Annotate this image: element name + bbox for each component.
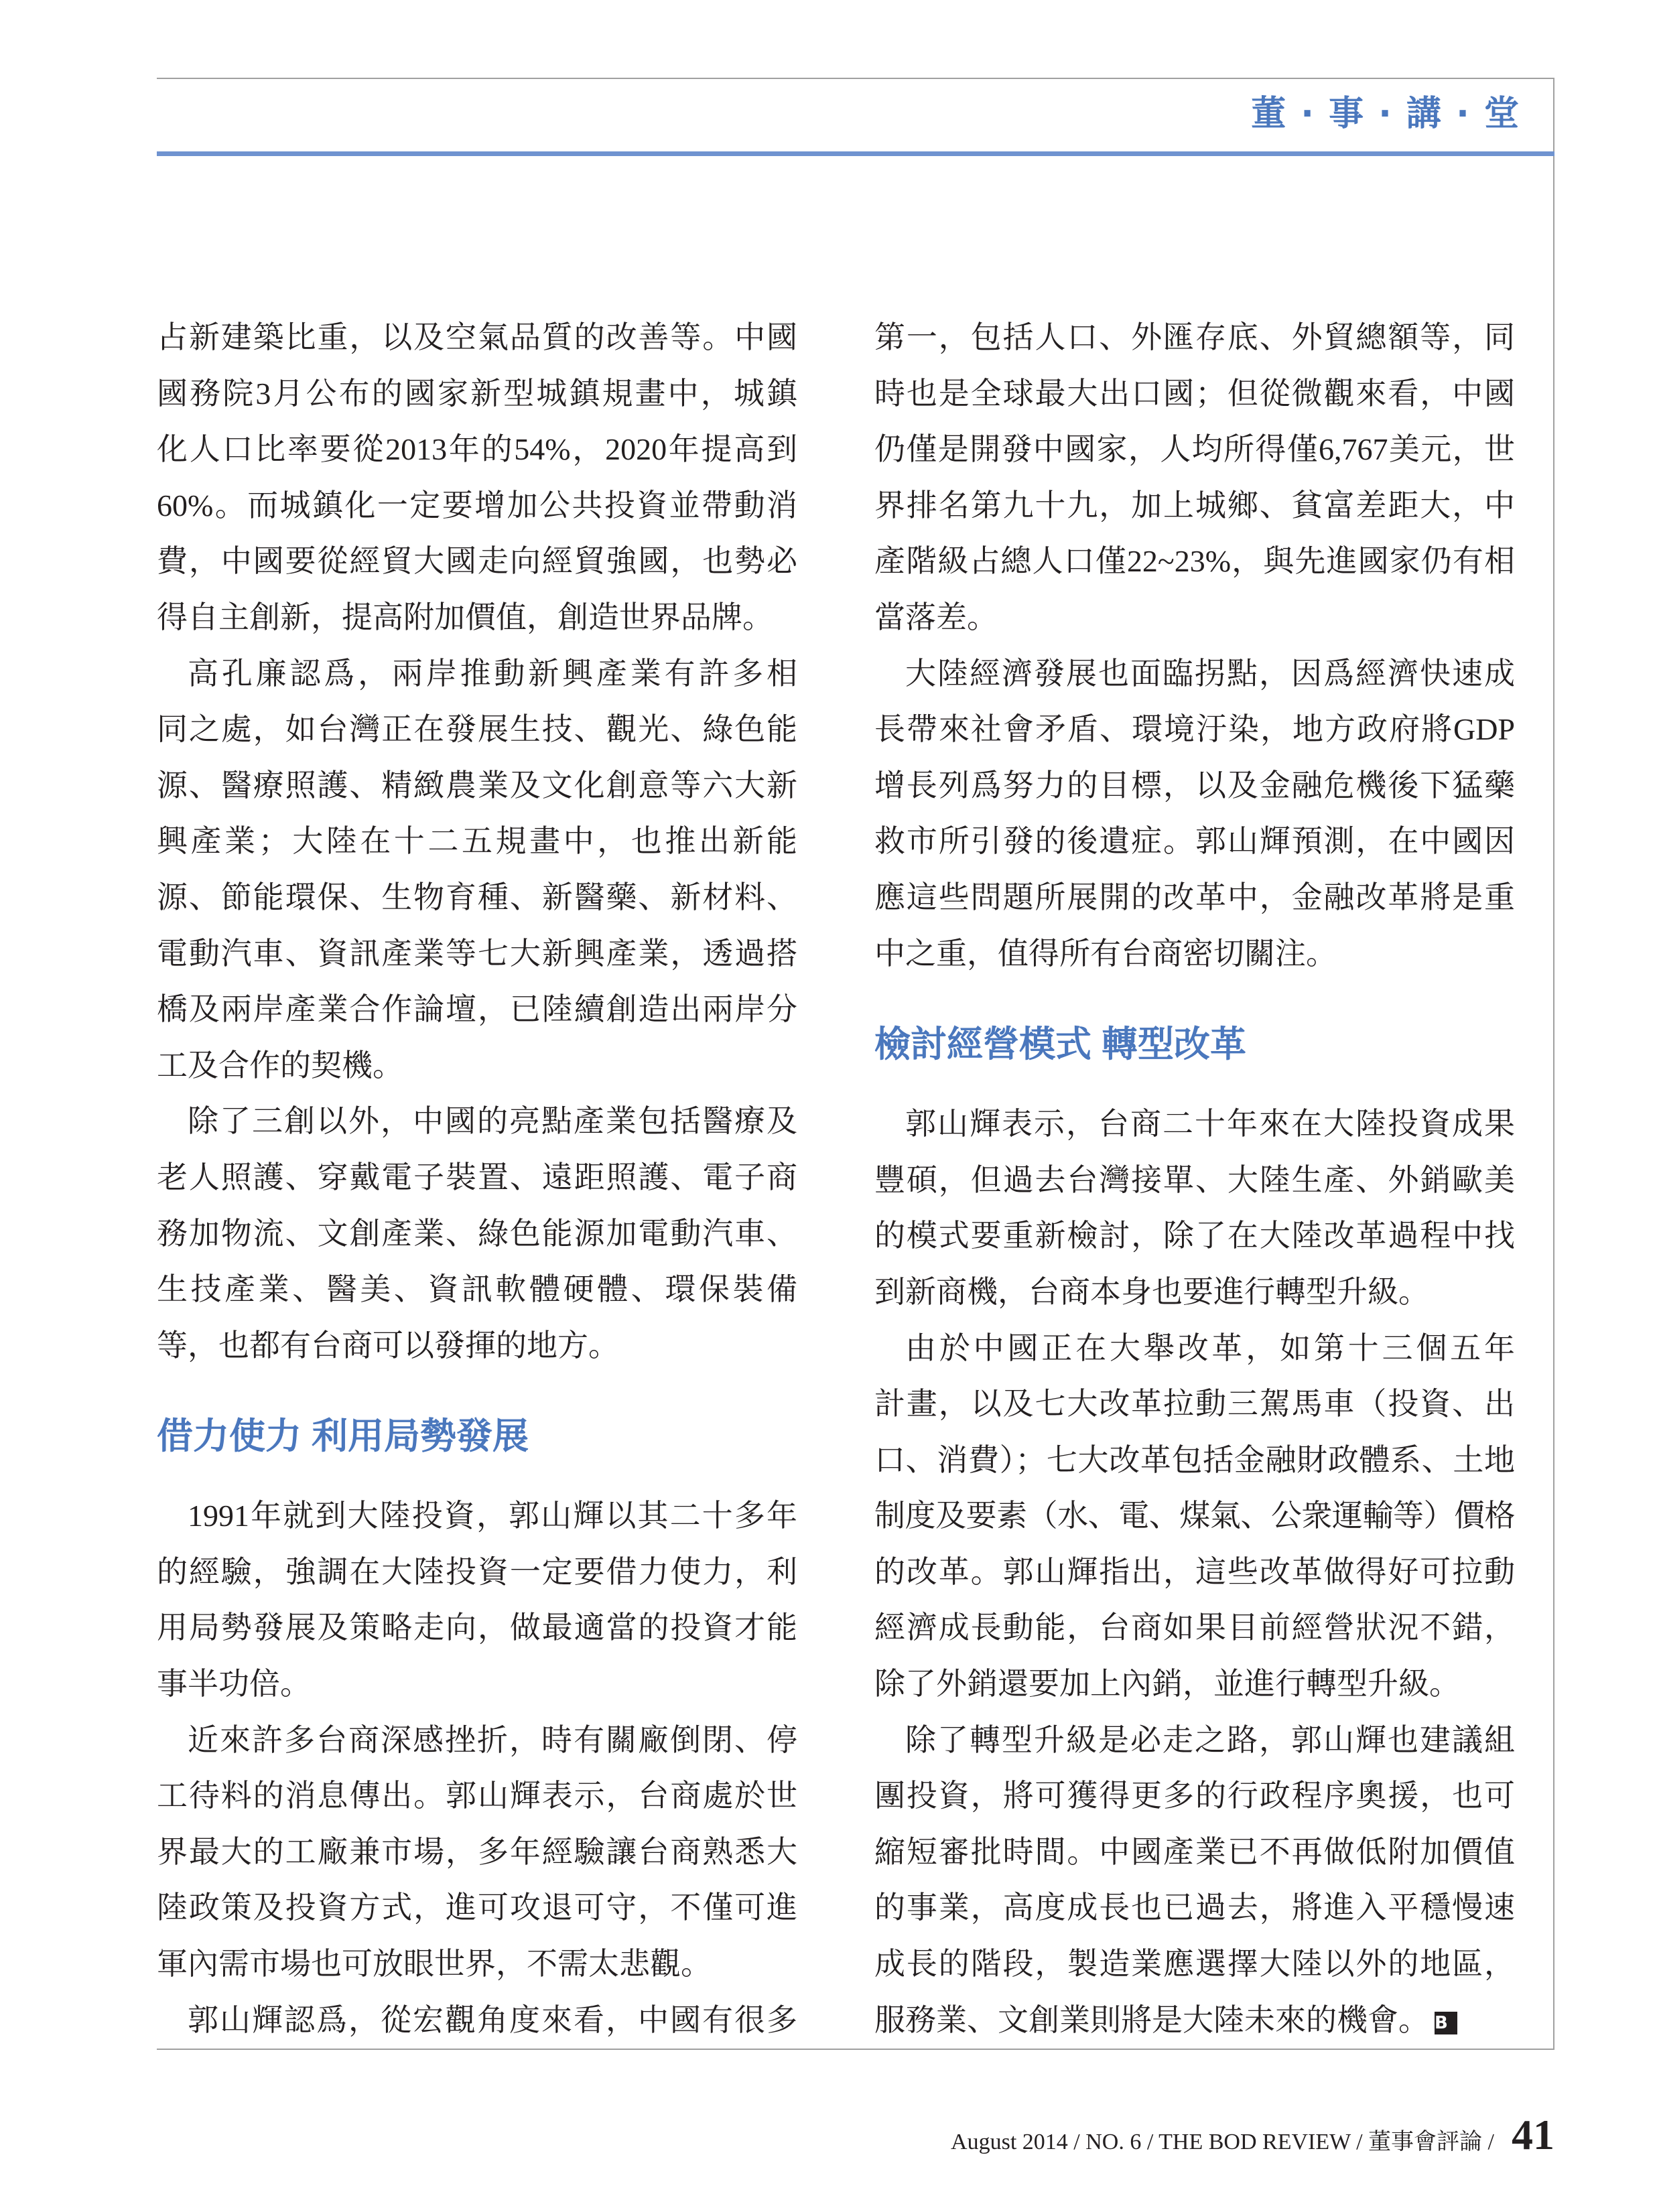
text-line: 生技產業、醫美、資訊軟體硬體、環保裝備 xyxy=(157,1272,797,1307)
text-line: 救市所引發的後遺症。郭山輝預測，在中國因 xyxy=(874,824,1515,859)
text-line: 除了外銷還要加上內銷，並進行轉型升級。 xyxy=(874,1667,1460,1702)
text-line: 豐碩，但過去台灣接單、大陸生產、外銷歐美 xyxy=(874,1162,1515,1197)
paragraph xyxy=(157,309,797,646)
text-line: 60%。而城鎮化一定要增加公共投資並帶動消 xyxy=(157,488,797,523)
text-line: 占新建築比重，以及空氣品質的改善等。中國 xyxy=(157,320,797,354)
text-line: 工待料的消息傳出。郭山輝表示，台商處於世 xyxy=(157,1779,797,1813)
text-line: 高孔廉認爲，兩岸推動新興產業有許多相 xyxy=(188,656,797,691)
text-line: 制度及要素（水、電、煤氣、公衆運輸等）價格 xyxy=(874,1499,1515,1533)
paragraph xyxy=(157,1712,797,1992)
header-rule xyxy=(157,151,1554,156)
text-line: 老人照護、穿戴電子裝置、遠距照護、電子商 xyxy=(157,1160,797,1194)
text-line: 同之處，如台灣正在發展生技、觀光、綠色能 xyxy=(157,712,797,747)
section-heading: 借力使力 利用局勢發展 xyxy=(157,1416,529,1457)
text-line: 興產業；大陸在十二五規畫中，也推出新能 xyxy=(157,824,797,859)
text-line: 國務院3月公布的國家新型城鎮規畫中，城鎮 xyxy=(157,376,797,411)
text-line: 長帶來社會矛盾、環境汙染，地方政府將GDP xyxy=(874,712,1515,747)
text-line: 當落差。 xyxy=(874,600,998,634)
text-line: 除了轉型升級是必走之路，郭山輝也建議組 xyxy=(905,1722,1515,1757)
text-line-content: 服務業、文創業則將是大陸未來的機會。 xyxy=(874,2002,1429,2037)
text-line: 源、醫療照護、精緻農業及文化創意等六大新 xyxy=(157,768,797,803)
text-line: 計畫，以及七大改革拉動三駕馬車（投資、出 xyxy=(874,1387,1515,1422)
text-line: 時也是全球最大出口國；但從微觀來看，中國 xyxy=(874,376,1515,411)
page-border-bottom xyxy=(157,2049,1554,2050)
text-line: 務加物流、文創產業、綠色能源加電動汽車、 xyxy=(157,1216,797,1251)
text-line: 事半功倍。 xyxy=(157,1667,311,1702)
paragraph xyxy=(157,646,797,1094)
text-line: 成長的階段，製造業應選擇大陸以外的地區， xyxy=(874,1947,1515,1982)
page-border-right xyxy=(1553,78,1554,2050)
left-column xyxy=(157,309,797,2048)
text-line: 1991年就到大陸投資，郭山輝以其二十多年 xyxy=(188,1499,797,1533)
text-line: 除了三創以外，中國的亮點產業包括醫療及 xyxy=(188,1104,797,1139)
text-line: 的模式要重新檢討，除了在大陸改革過程中找 xyxy=(874,1219,1515,1253)
text-line: 費，中國要從經貿大國走向經貿強國，也勢必 xyxy=(157,544,797,579)
text-line: 縮短審批時間。中國產業已不再做低附加價值 xyxy=(874,1834,1515,1869)
text-line: 等，也都有台商可以發揮的地方。 xyxy=(157,1328,619,1363)
text-line: 電動汽車、資訊產業等七大新興產業，透過搭 xyxy=(157,936,797,971)
text-line-final xyxy=(874,1992,1515,2049)
section-title: 董 · 事 · 講 · 堂 xyxy=(1251,94,1520,134)
paragraph xyxy=(157,1488,797,1712)
text-line: 口、消費）；七大改革包括金融財政體系、土地 xyxy=(874,1442,1515,1477)
text-line: 增長列爲努力的目標，以及金融危機後下猛藥 xyxy=(874,768,1515,803)
right-column xyxy=(874,309,1515,2048)
text-line: 大陸經濟發展也面臨拐點，因爲經濟快速成 xyxy=(905,656,1515,691)
text-line: 用局勢發展及策略走向，做最適當的投資才能 xyxy=(157,1610,797,1645)
text-line: 近來許多台商深感挫折，時有關廠倒閉、停 xyxy=(188,1722,797,1757)
text-line: 到新商機，台商本身也要進行轉型升級。 xyxy=(874,1274,1429,1309)
text-line: 郭山輝表示，台商二十年來在大陸投資成果 xyxy=(905,1107,1515,1142)
text-line: 化人口比率要從2013年的54%，2020年提高到 xyxy=(157,432,797,467)
paragraph xyxy=(874,1320,1515,1712)
text-line: 的經驗，強調在大陸投資一定要借力使力，利 xyxy=(157,1554,797,1589)
paragraph xyxy=(874,1712,1515,2049)
text-line: 得自主創新，提高附加價值，創造世界品牌。 xyxy=(157,600,773,634)
paragraph xyxy=(874,309,1515,646)
issue-info: August 2014 / NO. 6 / THE BOD REVIEW / 董事會評論 / xyxy=(951,2130,1494,2154)
paragraph xyxy=(874,1096,1515,1320)
text-line: 產階級占總人口僅22~23%，與先進國家仍有相 xyxy=(874,544,1515,579)
text-line: 橋及兩岸產業合作論壇，已陸續創造出兩岸分 xyxy=(157,992,797,1027)
text-line: 界最大的工廠兼市場，多年經驗讓台商熟悉大 xyxy=(157,1834,797,1869)
text-line: 由於中國正在大舉改革，如第十三個五年 xyxy=(905,1330,1515,1365)
page-border-top xyxy=(157,78,1554,79)
paragraph xyxy=(157,1992,797,2049)
text-line: 中之重，值得所有台商密切關注。 xyxy=(874,936,1337,971)
text-line: 的改革。郭山輝指出，這些改革做得好可拉動 xyxy=(874,1554,1515,1589)
text-line: 工及合作的契機。 xyxy=(157,1048,403,1083)
text-line: 源、節能環保、生物育種、新醫藥、新材料、 xyxy=(157,880,797,914)
text-line: 界排名第九十九，加上城鄉、貧富差距大，中 xyxy=(874,488,1515,523)
page-number: 41 xyxy=(1512,2111,1554,2158)
paragraph xyxy=(874,646,1515,982)
text-line: 應這些問題所展開的改革中，金融改革將是重 xyxy=(874,880,1515,914)
text-line: 郭山輝認爲，從宏觀角度來看，中國有很多 xyxy=(188,2002,797,2037)
text-line: 軍內需市場也可放眼世界，不需太悲觀。 xyxy=(157,1947,712,1982)
section-heading: 檢討經營模式 轉型改革 xyxy=(874,1024,1247,1065)
text-line: 陸政策及投資方式，進可攻退可守，不僅可進 xyxy=(157,1890,797,1925)
end-mark-icon: B xyxy=(1435,2012,1457,2034)
text-line: 經濟成長動能，台商如果目前經營狀況不錯， xyxy=(874,1610,1515,1645)
page-footer xyxy=(951,2110,1554,2160)
text-line: 團投資，將可獲得更多的行政程序奧援，也可 xyxy=(874,1779,1515,1813)
text-line: 第一，包括人口、外匯存底、外貿總額等，同 xyxy=(874,320,1515,354)
paragraph xyxy=(157,1093,797,1373)
text-line: 的事業，高度成長也已過去，將進入平穩慢速 xyxy=(874,1890,1515,1925)
text-line: 仍僅是開發中國家，人均所得僅6,767美元，世 xyxy=(874,432,1515,467)
